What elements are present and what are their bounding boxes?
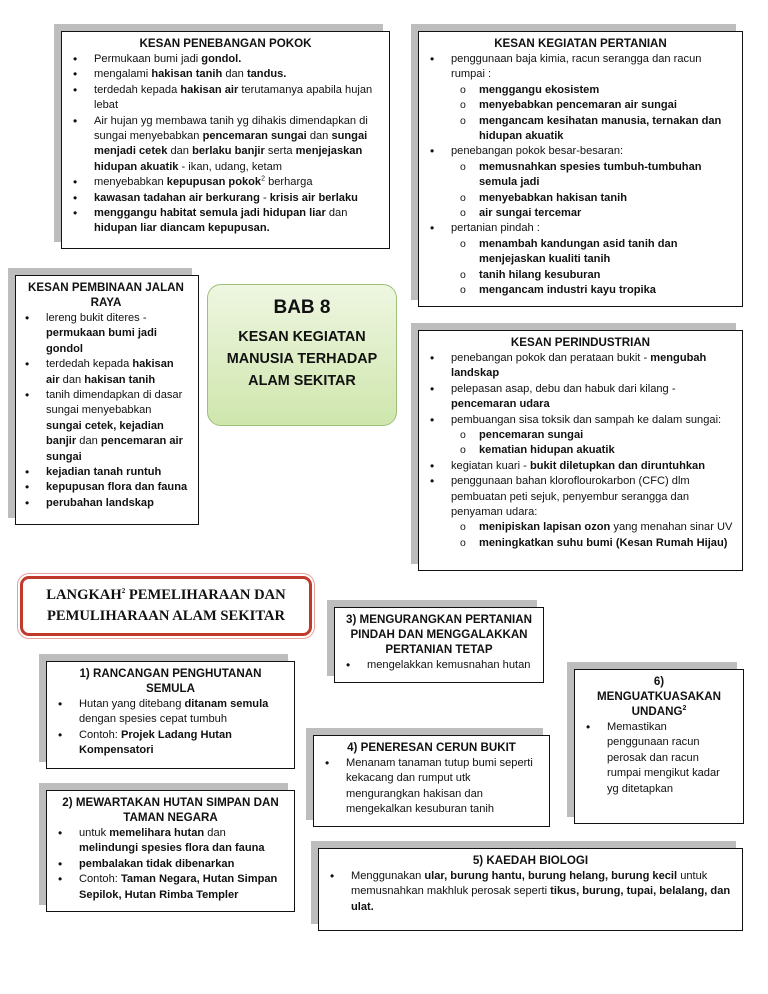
bold-text: ditanam semula <box>184 698 269 710</box>
text: Permukaan bumi jadi <box>94 53 202 65</box>
sub-list-item <box>427 536 734 551</box>
sub-list-item <box>427 268 734 283</box>
bold-text: ular, burung hantu, burung helang, burung kecil <box>424 870 678 882</box>
text: penggunaan bahan kloroflourokarbon (CFC) dlm pembuatan peti sejuk, penyembur serangga dan penyaman udara: <box>451 475 690 519</box>
step-5-box <box>318 848 743 931</box>
bold-text: menipiskan lapisan ozon <box>479 521 611 534</box>
langkah-line2: PEMULIHARAAN ALAM SEKITAR <box>46 608 286 624</box>
text: lereng bukit diteres - <box>46 312 147 324</box>
sub-list-item <box>427 283 734 298</box>
text: - <box>259 191 270 204</box>
text: Hutan yang ditebang <box>79 698 185 710</box>
bold-text: berlaku banjir <box>192 145 265 158</box>
text: pelepasan asap, debu dan habuk dari kilang - <box>451 382 676 395</box>
list-item <box>70 114 381 176</box>
list-item <box>55 728 286 759</box>
bold-text: menggangu ekosistem <box>479 83 600 96</box>
sub-list-item <box>427 83 734 98</box>
bold-text: tanih hilang kesuburan <box>479 268 601 281</box>
text: kegiatan kuari - <box>451 459 530 472</box>
langkah-rest: PEMELIHARAAN DAN <box>125 587 286 603</box>
bullet-list <box>55 697 286 759</box>
bold-text: kepupusan pokok <box>166 176 262 189</box>
bold-text: meningkatkan suhu bumi (Kesan Rumah Hijau) <box>479 536 728 549</box>
list-item <box>55 857 286 872</box>
text: terutamanya apabila hujan lebat <box>94 83 373 112</box>
bullet-list <box>583 720 735 797</box>
text: Menggunakan <box>351 870 425 882</box>
text: tanih dimendapkan di dasar sungai menyebabkan <box>46 389 183 417</box>
bold-text: hakisan air <box>180 83 239 96</box>
bullet-list <box>55 826 286 903</box>
bold-text: menggangu habitat semula jadi hidupan liar <box>94 207 326 220</box>
box-title: KESAN PENEBANGAN POKOK <box>139 37 312 50</box>
list-item <box>427 382 734 413</box>
sub-list-item <box>427 114 734 145</box>
bold-text: mengancam industri kayu tropika <box>479 284 656 297</box>
text: terdedah kepada <box>94 83 181 96</box>
text: Air hujan yg membawa tanih yg dihakis dimendapkan di sungai menyebabkan <box>94 114 368 143</box>
penebangan-pokok-box <box>61 31 390 249</box>
bold-text: pencemaran udara <box>451 398 550 411</box>
box-title <box>583 674 735 719</box>
list-item <box>55 826 286 857</box>
sub-list-item <box>427 237 734 268</box>
chapter-title-line: MANUSIA TERHADAP <box>226 351 378 367</box>
text: Menanam tanaman tutup bumi seperti kekacang dan rumput utk mengurangkan hakisan dan mengekalkan kesuburan tanih <box>346 757 533 816</box>
bold-text: air sungai tercemar <box>479 207 582 220</box>
step-number: 6) <box>653 675 665 688</box>
bold-text: tandus. <box>246 68 287 81</box>
text: penebangan pokok dan perataan bukit - <box>451 352 651 364</box>
text: menyebabkan <box>94 176 167 189</box>
bold-text: kepupusan flora dan fauna <box>46 481 188 494</box>
bullet-list <box>322 756 541 818</box>
list-item <box>427 474 734 520</box>
bold-text: hakisan air <box>46 358 174 386</box>
list-item <box>427 459 734 474</box>
text: serta <box>264 145 296 158</box>
list-item <box>427 351 734 382</box>
bold-text: pembalakan tidak dibenarkan <box>79 857 235 870</box>
text: dan <box>325 207 348 220</box>
perindustrian-box <box>418 330 743 571</box>
list-item <box>70 206 381 237</box>
bold-text: pencemaran sungai <box>202 130 307 143</box>
bold-text: menyebabkan pencemaran air sungai <box>479 99 677 112</box>
list-item <box>322 756 541 818</box>
text: dan <box>222 68 247 81</box>
bold-text: menjejaskan hidupan akuatik <box>94 145 363 173</box>
bold-text: tikus, burung, tupai, belalang, dan ulat. <box>351 885 731 913</box>
text: terdedah kepada <box>46 358 133 371</box>
list-item <box>55 872 286 903</box>
box-title: 5) KAEDAH BIOLOGI <box>472 854 589 867</box>
langkah-heading <box>20 576 312 636</box>
text: Contoh: <box>79 873 121 886</box>
step-3-box <box>334 607 544 683</box>
box-title: KESAN PEMBINAAN JALAN RAYA <box>28 281 184 309</box>
bold-text: pencemaran air sungai <box>46 435 183 463</box>
chapter-title-line: KESAN KEGIATAN <box>238 329 366 345</box>
bold-text: kawasan tadahan air berkurang <box>94 191 260 204</box>
list-item <box>427 144 734 159</box>
chapter-number: BAB 8 <box>273 297 331 318</box>
box-title: 3) MENGURANGKAN PERTANIAN PINDAH DAN MENGGALAKKAN PERTANIAN TETAP <box>346 613 532 656</box>
list-item <box>70 175 381 190</box>
text: untuk memusnahkan makhluk perosak seperti <box>351 870 708 898</box>
list-item <box>427 52 734 83</box>
step-4-box <box>313 735 550 827</box>
text: penggunaan baja kimia, racun serangga dan racun rumpai : <box>451 53 702 81</box>
text: Contoh: <box>79 728 121 741</box>
chapter-title-line: ALAM SEKITAR <box>248 373 356 389</box>
bullet-list <box>427 52 734 299</box>
list-item <box>427 221 734 236</box>
bold-text: menyebabkan hakisan tanih <box>479 191 627 204</box>
step-title: MENGUATKUASAKAN UNDANG <box>596 690 722 718</box>
text: mengalami <box>94 68 152 81</box>
superscript: 2 <box>261 175 266 183</box>
bold-text: memusnahkan spesies tumbuh-tumbuhan semula jadi <box>479 160 702 189</box>
bold-text: permukaan bumi jadi gondol <box>46 327 157 355</box>
bullet-list <box>427 351 734 551</box>
langkah-line1 <box>46 587 285 603</box>
sub-list-item <box>427 520 734 535</box>
bold-text: krisis air berlaku <box>269 191 358 204</box>
bold-text: perubahan landskap <box>46 496 154 509</box>
list-item <box>427 413 734 428</box>
list-item <box>70 83 381 114</box>
text: pertanian pindah : <box>451 222 540 235</box>
superscript: 2 <box>121 587 126 596</box>
sub-list-item <box>427 160 734 191</box>
list-item <box>22 480 190 495</box>
text: untuk <box>79 827 110 839</box>
list-item <box>22 388 190 465</box>
sub-list-item <box>427 443 734 458</box>
text: mengelakkan kemusnahan hutan <box>367 659 531 671</box>
bullet-list <box>343 658 535 673</box>
bold-text: hakisan tanih <box>84 373 156 386</box>
text: penebangan pokok besar-besaran: <box>451 145 624 158</box>
langkah-word: LANGKAH <box>46 587 122 603</box>
list-item <box>70 67 381 82</box>
kegiatan-pertanian-box <box>418 31 743 307</box>
chapter-title-panel <box>207 284 397 426</box>
step-6-box <box>574 669 744 824</box>
pembinaan-jalan-raya-box <box>15 275 199 525</box>
text: pembuangan sisa toksik dan sampah ke dalam sungai: <box>451 413 722 426</box>
bold-text: pencemaran sungai <box>479 429 584 442</box>
bold-text: kejadian tanah runtuh <box>46 466 162 479</box>
text: yang menahan sinar UV <box>610 521 733 534</box>
step-2-box <box>46 790 295 912</box>
list-item <box>70 52 381 67</box>
bold-text: hakisan tanih <box>151 68 223 81</box>
bullet-list <box>70 52 381 237</box>
text: Memastikan penggunaan racun perosak dan racun rumpai mengikut kadar yg ditetapkan <box>607 721 720 795</box>
text: berharga <box>265 176 313 189</box>
step-1-box <box>46 661 295 769</box>
sub-list-item <box>427 191 734 206</box>
list-item <box>70 191 381 206</box>
list-item <box>22 496 190 511</box>
bold-text: sungai menjadi cetek <box>94 130 368 158</box>
text: dan <box>76 435 101 448</box>
bold-text: memelihara hutan <box>109 827 205 839</box>
bold-text: Taman Negara, Hutan Simpan Sepilok, Hutan Rimba Templer <box>79 873 278 901</box>
text: dan <box>306 130 332 143</box>
bold-text: melindungi spesies flora dan fauna <box>79 842 265 855</box>
bold-text: bukit diletupkan dan diruntuhkan <box>529 459 705 472</box>
sub-list-item <box>427 206 734 221</box>
list-item <box>583 720 725 797</box>
list-item <box>22 357 190 388</box>
sub-list-item <box>427 98 734 113</box>
text: dan <box>204 827 226 839</box>
text: - ikan, udang, ketam <box>178 160 283 173</box>
box-title: KESAN PERINDUSTRIAN <box>510 336 651 349</box>
bold-text: mengubah landskap <box>451 352 707 380</box>
bold-text: sungai cetek, kejadian banjir <box>46 419 164 448</box>
box-title: 1) RANCANGAN PENGHUTANAN SEMULA <box>79 667 262 695</box>
text: dan <box>167 145 193 158</box>
bold-text: menambah kandungan asid tanih dan menjejaskan kualiti tanih <box>479 237 678 266</box>
text: dan <box>59 373 85 386</box>
bold-text: Projek Ladang Hutan Kompensatori <box>79 728 232 757</box>
bold-text: gondol. <box>201 53 242 65</box>
bold-text: mengancam kesihatan manusia, ternakan dan hidupan akuatik <box>479 114 722 143</box>
box-title: 2) MEWARTAKAN HUTAN SIMPAN DAN TAMAN NEGARA <box>62 796 279 824</box>
box-title: KESAN KEGIATAN PERTANIAN <box>494 37 667 50</box>
sub-list-item <box>427 428 734 443</box>
list-item <box>22 465 190 480</box>
box-title: 4) PENERESAN CERUN BUKIT <box>347 741 516 754</box>
list-item <box>22 311 190 357</box>
bullet-list <box>327 869 734 915</box>
text: dengan spesies cepat tumbuh <box>79 713 228 726</box>
list-item <box>55 697 286 728</box>
bullet-list <box>22 311 190 511</box>
list-item <box>343 658 535 673</box>
list-item <box>327 869 734 915</box>
bold-text: kematian hidupan akuatik <box>479 444 615 457</box>
bold-text: hidupan liar diancam kepupusan. <box>94 222 270 235</box>
superscript: 2 <box>682 705 687 713</box>
